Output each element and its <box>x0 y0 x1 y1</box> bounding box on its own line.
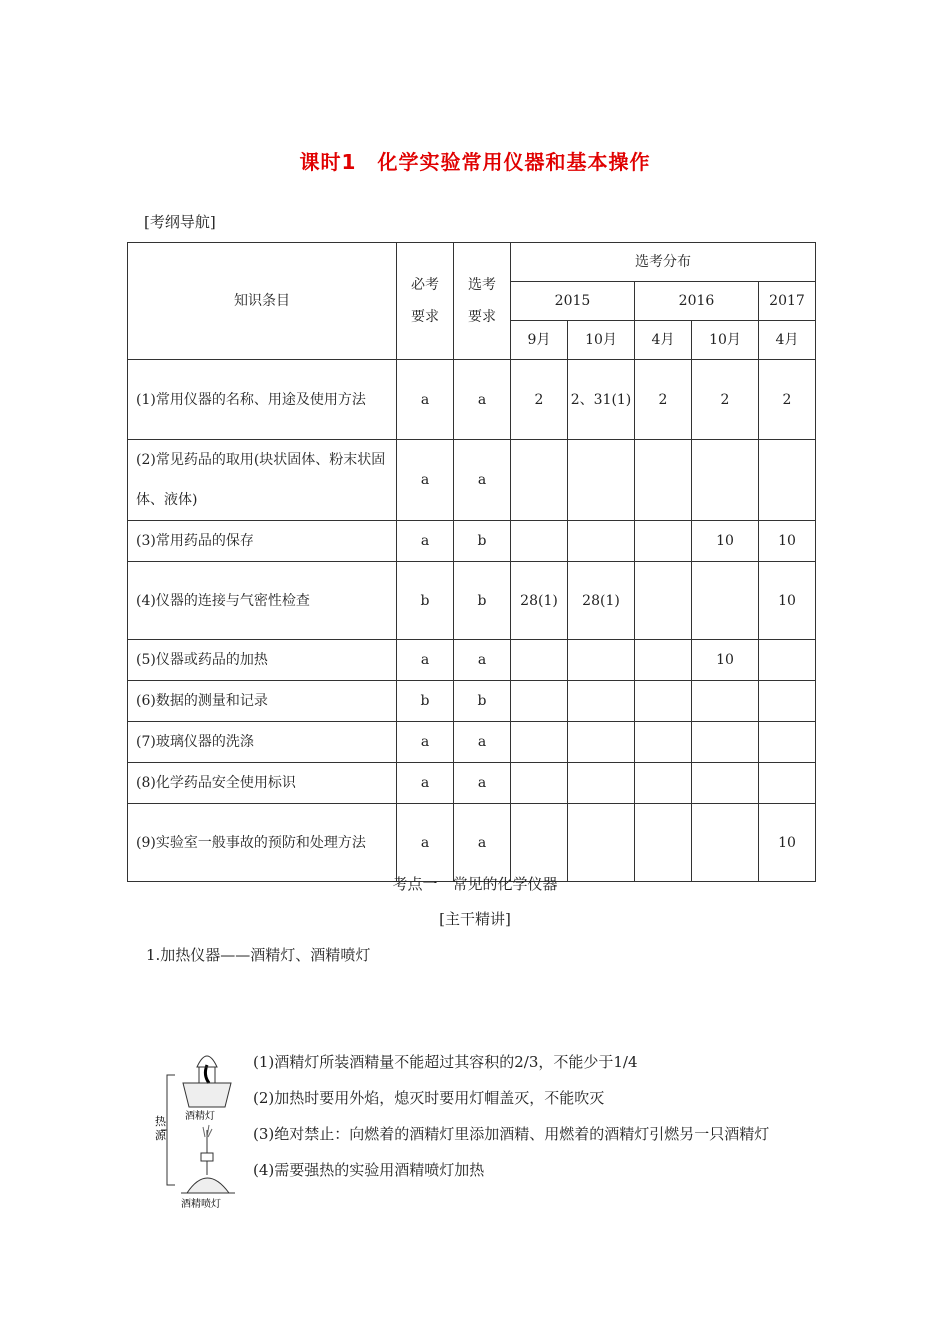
distribution-cell <box>511 440 568 521</box>
distribution-cell: 10 <box>759 562 816 640</box>
knowledge-item: (5)仪器或药品的加热 <box>128 640 397 681</box>
elective-level: a <box>454 804 511 882</box>
distribution-cell <box>568 804 635 882</box>
knowledge-item: (3)常用药品的保存 <box>128 521 397 562</box>
elective-level: a <box>454 440 511 521</box>
distribution-cell <box>692 722 759 763</box>
elective-level: a <box>454 722 511 763</box>
heat-source-label-top: 热 <box>155 1115 166 1128</box>
distribution-cell <box>759 722 816 763</box>
note-1: (1)酒精灯所装酒精量不能超过其容积的2/3，不能少于1/4 <box>253 1053 638 1071</box>
distribution-cell <box>759 681 816 722</box>
table-row <box>128 681 816 722</box>
lamp-label: 酒精灯 <box>185 1111 215 1122</box>
note-3: (3)绝对禁止：向燃着的酒精灯里添加酒精、用燃着的酒精灯引燃另一只酒精灯 <box>253 1125 770 1143</box>
distribution-cell <box>692 440 759 521</box>
distribution-cell: 2 <box>692 360 759 440</box>
knowledge-item: (8)化学药品安全使用标识 <box>128 763 397 804</box>
month-cell: 10月 <box>568 321 635 360</box>
distribution-cell <box>511 804 568 882</box>
table-row <box>128 722 816 763</box>
table-row <box>128 521 816 562</box>
distribution-cell <box>759 640 816 681</box>
knowledge-item: (4)仪器的连接与气密性检查 <box>128 562 397 640</box>
knowledge-item: (2)常见药品的取用(块状固体、粉末状固体、液体) <box>128 440 397 521</box>
distribution-cell <box>568 440 635 521</box>
distribution-cell <box>568 681 635 722</box>
header-knowledge: 知识条目 <box>128 243 397 360</box>
heat-source-label-bottom: 源 <box>155 1129 166 1142</box>
distribution-cell <box>635 763 692 804</box>
distribution-cell: 10 <box>692 640 759 681</box>
distribution-cell: 2 <box>759 360 816 440</box>
table-row <box>128 804 816 882</box>
lamp-body-icon <box>183 1083 231 1107</box>
elective-level: a <box>454 360 511 440</box>
elective-level: b <box>454 562 511 640</box>
note-2: (2)加热时要用外焰，熄灭时要用灯帽盖灭，不能吹灭 <box>253 1089 605 1107</box>
nav-label: [考纲导航] <box>144 213 216 231</box>
distribution-cell <box>759 440 816 521</box>
year-2016: 2016 <box>635 282 759 321</box>
page-title: 课时1 化学实验常用仪器和基本操作 <box>299 150 651 174</box>
distribution-cell <box>635 521 692 562</box>
syllabus-table <box>127 242 816 882</box>
distribution-cell: 28(1) <box>568 562 635 640</box>
elective-level: b <box>454 681 511 722</box>
distribution-cell <box>692 804 759 882</box>
distribution-cell <box>568 640 635 681</box>
distribution-cell: 2 <box>635 360 692 440</box>
required-level: a <box>397 640 454 681</box>
year-2015: 2015 <box>511 282 635 321</box>
distribution-cell: 2、31(1) <box>568 360 635 440</box>
required-level: b <box>397 562 454 640</box>
distribution-cell: 10 <box>759 521 816 562</box>
table-row <box>128 440 816 521</box>
item-heating: 1.加热仪器——酒精灯、酒精喷灯 <box>146 946 371 964</box>
distribution-cell: 10 <box>759 804 816 882</box>
knowledge-item: (1)常用仪器的名称、用途及使用方法 <box>128 360 397 440</box>
distribution-cell <box>759 763 816 804</box>
distribution-cell: 10 <box>692 521 759 562</box>
required-level: a <box>397 763 454 804</box>
knowledge-item: (7)玻璃仪器的洗涤 <box>128 722 397 763</box>
elective-level: a <box>454 763 511 804</box>
notes <box>253 1044 813 1188</box>
distribution-cell <box>511 640 568 681</box>
distribution-cell <box>511 681 568 722</box>
distribution-cell <box>511 521 568 562</box>
distribution-cell <box>568 521 635 562</box>
distribution-cell: 2 <box>511 360 568 440</box>
month-cell: 10月 <box>692 321 759 360</box>
header-distribution: 选考分布 <box>511 243 816 282</box>
distribution-cell <box>635 804 692 882</box>
required-level: a <box>397 804 454 882</box>
section-title: 考点一 常见的化学仪器 <box>392 875 558 893</box>
note-4: (4)需要强热的实验用酒精喷灯加热 <box>253 1161 485 1179</box>
distribution-cell <box>635 562 692 640</box>
distribution-cell <box>635 640 692 681</box>
table-row <box>128 562 816 640</box>
required-level: a <box>397 722 454 763</box>
elective-level: a <box>454 640 511 681</box>
distribution-cell <box>511 763 568 804</box>
distribution-cell <box>635 440 692 521</box>
table-row <box>128 360 816 440</box>
distribution-cell <box>568 722 635 763</box>
sub-title: [主干精讲] <box>439 910 511 928</box>
header-elective: 选考要求 <box>454 243 511 360</box>
year-2017: 2017 <box>759 282 816 321</box>
distribution-cell <box>635 722 692 763</box>
required-level: a <box>397 360 454 440</box>
elective-level: b <box>454 521 511 562</box>
knowledge-item: (9)实验室一般事故的预防和处理方法 <box>128 804 397 882</box>
header-required: 必考要求 <box>397 243 454 360</box>
distribution-cell <box>692 763 759 804</box>
distribution-cell <box>511 722 568 763</box>
distribution-cell <box>568 763 635 804</box>
required-level: a <box>397 440 454 521</box>
table-row <box>128 640 816 681</box>
distribution-cell <box>635 681 692 722</box>
required-level: a <box>397 521 454 562</box>
month-cell: 4月 <box>635 321 692 360</box>
distribution-cell: 28(1) <box>511 562 568 640</box>
table-row <box>128 763 816 804</box>
blowtorch-label: 酒精喷灯 <box>181 1199 221 1210</box>
knowledge-item: (6)数据的测量和记录 <box>128 681 397 722</box>
distribution-cell <box>692 562 759 640</box>
blowtorch-body-icon <box>187 1178 229 1193</box>
month-cell: 4月 <box>759 321 816 360</box>
month-cell: 9月 <box>511 321 568 360</box>
distribution-cell <box>692 681 759 722</box>
lamp-figure <box>145 1035 245 1220</box>
required-level: b <box>397 681 454 722</box>
